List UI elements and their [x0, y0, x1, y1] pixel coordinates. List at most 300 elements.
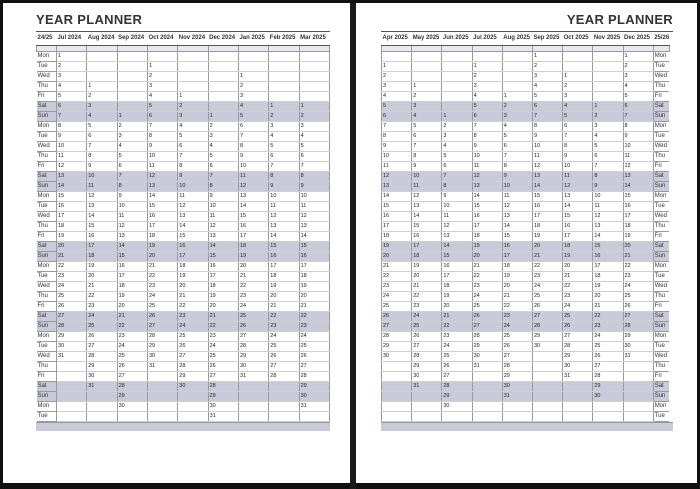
- day-cell: 19: [56, 232, 86, 242]
- week-row: [382, 152, 670, 162]
- month-header: Nov 2025: [593, 32, 623, 46]
- day-cell: 18: [56, 222, 86, 232]
- week-row: [382, 372, 670, 382]
- day-cell: [382, 402, 412, 412]
- day-cell: 22: [382, 272, 412, 282]
- day-cell: [299, 82, 329, 92]
- day-cell: 31: [502, 392, 532, 402]
- weekday-label: Wed: [653, 142, 669, 152]
- day-cell: 16: [623, 202, 653, 212]
- day-cell: 14: [382, 192, 412, 202]
- week-row: [382, 62, 670, 72]
- weekday-label: Tue: [37, 132, 57, 142]
- day-cell: [442, 92, 472, 102]
- day-cell: 3: [412, 102, 442, 112]
- day-cell: 8: [593, 172, 623, 182]
- day-cell: [502, 52, 532, 62]
- day-cell: 11: [147, 162, 177, 172]
- day-cell: [442, 412, 472, 422]
- day-cell: 24: [563, 302, 593, 312]
- day-cell: 21: [593, 302, 623, 312]
- month-header: Sep 2024: [117, 32, 147, 46]
- week-row: [382, 332, 670, 342]
- day-cell: 8: [563, 142, 593, 152]
- day-cell: 7: [178, 152, 208, 162]
- day-cell: 20: [472, 252, 502, 262]
- week-row: [382, 302, 670, 312]
- day-cell: 15: [532, 192, 562, 202]
- day-cell: 15: [382, 202, 412, 212]
- month-header: Aug 2025: [502, 32, 532, 46]
- day-cell: 30: [238, 362, 268, 372]
- day-cell: 23: [593, 322, 623, 332]
- month-header: Oct 2024: [147, 32, 177, 46]
- day-cell: 24: [238, 302, 268, 312]
- day-cell: 4: [238, 102, 268, 112]
- week-row: [382, 412, 670, 422]
- week-row: [382, 172, 670, 182]
- day-cell: [269, 402, 299, 412]
- day-cell: 11: [269, 202, 299, 212]
- day-cell: 18: [208, 282, 238, 292]
- day-cell: 28: [472, 332, 502, 342]
- day-cell: 26: [532, 302, 562, 312]
- day-cell: 17: [502, 252, 532, 262]
- day-cell: 3: [532, 72, 562, 82]
- day-cell: 29: [382, 342, 412, 352]
- day-cell: 22: [412, 292, 442, 302]
- week-row: [382, 342, 670, 352]
- day-cell: 8: [208, 182, 238, 192]
- day-cell: 8: [117, 182, 147, 192]
- day-cell: 5: [269, 142, 299, 152]
- week-row: [37, 312, 330, 322]
- week-row: [382, 312, 670, 322]
- day-cell: 19: [269, 282, 299, 292]
- day-cell: 27: [502, 352, 532, 362]
- day-cell: 1: [178, 92, 208, 102]
- day-cell: [442, 72, 472, 82]
- day-cell: 26: [117, 362, 147, 372]
- day-cell: 5: [238, 112, 268, 122]
- day-cell: 27: [269, 362, 299, 372]
- day-cell: 25: [593, 342, 623, 352]
- day-cell: 2: [382, 72, 412, 82]
- day-cell: 12: [472, 172, 502, 182]
- weekday-label: Thu: [653, 152, 669, 162]
- weekday-label: Wed: [653, 72, 669, 82]
- day-cell: [563, 52, 593, 62]
- day-cell: [147, 392, 177, 402]
- day-cell: [238, 392, 268, 402]
- day-cell: [412, 52, 442, 62]
- day-cell: 20: [502, 282, 532, 292]
- day-cell: 31: [56, 352, 86, 362]
- week-row: [382, 192, 670, 202]
- day-cell: [87, 392, 117, 402]
- day-cell: [623, 372, 653, 382]
- day-cell: [56, 372, 86, 382]
- day-cell: 28: [147, 332, 177, 342]
- day-cell: [208, 62, 238, 72]
- week-row: [37, 272, 330, 282]
- day-cell: 30: [56, 342, 86, 352]
- day-cell: 15: [593, 242, 623, 252]
- day-cell: 15: [238, 212, 268, 222]
- weekday-label: Mon: [37, 122, 57, 132]
- day-cell: 10: [593, 192, 623, 202]
- day-cell: [269, 92, 299, 102]
- day-cell: 20: [563, 262, 593, 272]
- day-cell: 24: [382, 292, 412, 302]
- day-cell: 1: [532, 52, 562, 62]
- day-cell: 27: [563, 332, 593, 342]
- day-cell: 26: [269, 352, 299, 362]
- day-cell: 12: [412, 192, 442, 202]
- day-cell: 7: [269, 162, 299, 172]
- day-cell: 4: [563, 102, 593, 112]
- day-cell: [502, 402, 532, 412]
- day-cell: 26: [563, 322, 593, 332]
- day-cell: 20: [178, 282, 208, 292]
- day-cell: 25: [208, 352, 238, 362]
- day-cell: 6: [117, 162, 147, 172]
- day-cell: [472, 382, 502, 392]
- day-cell: 16: [269, 252, 299, 262]
- day-cell: 29: [442, 392, 472, 402]
- day-cell: [472, 412, 502, 422]
- day-cell: 11: [593, 202, 623, 212]
- day-cell: 23: [532, 272, 562, 282]
- day-cell: 13: [502, 212, 532, 222]
- day-cell: 23: [238, 292, 268, 302]
- day-cell: [532, 412, 562, 422]
- day-cell: 4: [299, 132, 329, 142]
- weekday-label: Mon: [653, 52, 669, 62]
- weekday-label: Wed: [653, 212, 669, 222]
- day-cell: 19: [117, 292, 147, 302]
- week-row: [37, 212, 330, 222]
- day-cell: 8: [87, 152, 117, 162]
- day-cell: [382, 392, 412, 402]
- weekday-label: Fri: [37, 372, 57, 382]
- day-cell: 31: [238, 372, 268, 382]
- week-row: [37, 382, 330, 392]
- day-cell: 19: [532, 232, 562, 242]
- day-cell: 8: [623, 122, 653, 132]
- day-cell: [178, 62, 208, 72]
- day-cell: [208, 92, 238, 102]
- day-cell: 22: [87, 292, 117, 302]
- weekday-label: Sun: [37, 392, 57, 402]
- day-cell: 1: [147, 62, 177, 72]
- day-cell: 12: [117, 222, 147, 232]
- day-cell: 6: [502, 142, 532, 152]
- day-cell: [563, 402, 593, 412]
- day-cell: 23: [382, 282, 412, 292]
- weekday-label: Wed: [37, 282, 57, 292]
- day-cell: [593, 62, 623, 72]
- day-cell: 24: [269, 332, 299, 342]
- day-cell: [532, 382, 562, 392]
- day-cell: 28: [502, 362, 532, 372]
- day-cell: 7: [147, 122, 177, 132]
- day-cell: 18: [472, 232, 502, 242]
- right-page: [381, 9, 673, 431]
- day-cell: 27: [472, 322, 502, 332]
- day-cell: 8: [442, 182, 472, 192]
- day-cell: 9: [208, 192, 238, 202]
- day-cell: [117, 412, 147, 422]
- day-cell: 17: [87, 242, 117, 252]
- day-cell: 12: [593, 212, 623, 222]
- day-cell: [472, 372, 502, 382]
- day-cell: 8: [56, 122, 86, 132]
- month-header: Jul 2024: [56, 32, 86, 46]
- day-cell: 6: [269, 152, 299, 162]
- day-cell: 29: [87, 362, 117, 372]
- day-cell: 30: [593, 392, 623, 402]
- day-cell: 11: [623, 152, 653, 162]
- day-cell: 30: [442, 402, 472, 412]
- day-cell: 19: [382, 242, 412, 252]
- day-cell: 30: [147, 352, 177, 362]
- day-cell: 30: [382, 352, 412, 362]
- day-cell: 12: [269, 212, 299, 222]
- day-cell: 4: [208, 142, 238, 152]
- day-cell: 25: [238, 312, 268, 322]
- day-cell: 21: [623, 252, 653, 262]
- day-cell: 22: [472, 272, 502, 282]
- day-cell: 24: [56, 282, 86, 292]
- weekday-label: Sat: [653, 382, 669, 392]
- day-cell: 3: [147, 82, 177, 92]
- day-cell: 20: [532, 242, 562, 252]
- day-cell: 14: [147, 192, 177, 202]
- day-cell: 3: [56, 72, 86, 82]
- day-cell: 21: [502, 292, 532, 302]
- day-cell: 10: [208, 202, 238, 212]
- day-cell: 6: [442, 162, 472, 172]
- day-cell: 8: [238, 142, 268, 152]
- day-cell: 3: [87, 102, 117, 112]
- weekday-label: Mon: [37, 52, 57, 62]
- day-cell: 16: [87, 232, 117, 242]
- day-cell: [299, 92, 329, 102]
- day-cell: 26: [87, 332, 117, 342]
- day-cell: 22: [147, 272, 177, 282]
- day-cell: [87, 72, 117, 82]
- day-cell: [442, 82, 472, 92]
- day-cell: 10: [299, 192, 329, 202]
- weekday-label: Sun: [37, 112, 57, 122]
- day-cell: [593, 72, 623, 82]
- day-cell: 23: [442, 332, 472, 342]
- day-cell: 21: [117, 312, 147, 322]
- day-cell: 23: [56, 272, 86, 282]
- day-cell: 23: [472, 282, 502, 292]
- day-cell: 13: [269, 222, 299, 232]
- weekday-label: Thu: [653, 292, 669, 302]
- weekday-label: Mon: [37, 262, 57, 272]
- day-cell: [299, 72, 329, 82]
- day-cell: 17: [299, 262, 329, 272]
- day-cell: [147, 372, 177, 382]
- day-cell: 13: [87, 202, 117, 212]
- month-header: Jan 2025: [238, 32, 268, 46]
- day-cell: 18: [532, 222, 562, 232]
- day-cell: 2: [412, 92, 442, 102]
- day-cell: 30: [178, 382, 208, 392]
- day-cell: 11: [117, 212, 147, 222]
- day-cell: 10: [87, 172, 117, 182]
- month-header: Jul 2025: [472, 32, 502, 46]
- day-cell: 11: [382, 162, 412, 172]
- day-cell: 23: [412, 302, 442, 312]
- day-cell: 23: [208, 332, 238, 342]
- day-cell: 1: [117, 112, 147, 122]
- day-cell: 19: [208, 292, 238, 302]
- day-cell: 10: [502, 182, 532, 192]
- week-row: [382, 202, 670, 212]
- week-row: [37, 162, 330, 172]
- day-cell: 22: [238, 282, 268, 292]
- day-cell: 27: [208, 372, 238, 382]
- day-cell: [87, 402, 117, 412]
- day-cell: 13: [563, 192, 593, 202]
- day-cell: 21: [299, 302, 329, 312]
- day-cell: 13: [147, 182, 177, 192]
- week-row: [37, 282, 330, 292]
- day-cell: 31: [563, 372, 593, 382]
- day-cell: [269, 412, 299, 422]
- day-cell: [623, 392, 653, 402]
- day-cell: [208, 52, 238, 62]
- day-cell: 16: [593, 252, 623, 262]
- day-cell: 4: [269, 132, 299, 142]
- day-cell: 5: [412, 122, 442, 132]
- day-cell: 2: [442, 122, 472, 132]
- day-cell: 26: [623, 302, 653, 312]
- day-cell: 7: [56, 112, 86, 122]
- week-row: [382, 352, 670, 362]
- day-cell: 2: [87, 92, 117, 102]
- day-cell: [382, 412, 412, 422]
- day-cell: [238, 412, 268, 422]
- day-cell: 18: [412, 252, 442, 262]
- day-cell: [412, 402, 442, 412]
- day-cell: 15: [269, 242, 299, 252]
- day-cell: [208, 72, 238, 82]
- day-cell: 12: [442, 222, 472, 232]
- day-cell: 17: [472, 222, 502, 232]
- weekday-label: Thu: [37, 152, 57, 162]
- corner-label: 25/26: [653, 32, 669, 46]
- day-cell: 1: [238, 72, 268, 82]
- day-cell: 7: [238, 132, 268, 142]
- day-cell: 25: [472, 302, 502, 312]
- day-cell: 6: [238, 122, 268, 132]
- day-cell: 23: [269, 322, 299, 332]
- week-row: [37, 352, 330, 362]
- day-cell: 26: [502, 342, 532, 352]
- day-cell: 15: [563, 212, 593, 222]
- day-cell: 23: [502, 312, 532, 322]
- week-row: [382, 122, 670, 132]
- day-cell: 1: [208, 112, 238, 122]
- day-cell: 23: [623, 272, 653, 282]
- day-cell: 6: [563, 122, 593, 132]
- day-cell: 25: [117, 352, 147, 362]
- day-cell: [147, 402, 177, 412]
- weekday-label: Wed: [653, 352, 669, 362]
- day-cell: 25: [178, 332, 208, 342]
- week-row: [382, 402, 670, 412]
- day-cell: 10: [147, 152, 177, 162]
- day-cell: 13: [117, 232, 147, 242]
- day-cell: 3: [623, 72, 653, 82]
- day-cell: 6: [87, 132, 117, 142]
- month-header: Dec 2024: [208, 32, 238, 46]
- day-cell: 15: [472, 202, 502, 212]
- week-row: [382, 162, 670, 172]
- day-cell: [269, 82, 299, 92]
- day-cell: 10: [532, 142, 562, 152]
- day-cell: 4: [623, 82, 653, 92]
- weekday-label: Fri: [37, 92, 57, 102]
- day-cell: 14: [269, 232, 299, 242]
- day-cell: 25: [502, 332, 532, 342]
- day-cell: 6: [147, 112, 177, 122]
- day-cell: 3: [563, 92, 593, 102]
- day-cell: [442, 102, 472, 112]
- day-cell: 18: [623, 222, 653, 232]
- day-cell: 18: [382, 232, 412, 242]
- day-cell: 24: [87, 312, 117, 322]
- day-cell: 23: [147, 282, 177, 292]
- day-cell: 18: [502, 262, 532, 272]
- day-cell: 30: [87, 372, 117, 382]
- day-cell: 8: [532, 122, 562, 132]
- day-cell: [238, 62, 268, 72]
- day-cell: 24: [412, 312, 442, 322]
- day-cell: 2: [117, 122, 147, 132]
- day-cell: 27: [412, 342, 442, 352]
- day-cell: 9: [299, 182, 329, 192]
- planner-grid-left: [36, 32, 330, 422]
- day-cell: 18: [299, 272, 329, 282]
- day-cell: 14: [472, 192, 502, 202]
- day-cell: [56, 412, 86, 422]
- week-row: [37, 362, 330, 372]
- day-cell: 21: [382, 262, 412, 272]
- weekday-label: Sun: [37, 322, 57, 332]
- day-cell: 28: [299, 372, 329, 382]
- day-cell: 24: [593, 332, 623, 342]
- day-cell: 12: [56, 162, 86, 172]
- day-cell: 26: [442, 362, 472, 372]
- page-title-right: YEAR PLANNER: [381, 9, 673, 32]
- day-cell: 27: [117, 372, 147, 382]
- day-cell: [382, 52, 412, 62]
- day-cell: 24: [442, 342, 472, 352]
- day-cell: 15: [178, 232, 208, 242]
- day-cell: [382, 372, 412, 382]
- week-row: [37, 132, 330, 142]
- week-row: [37, 412, 330, 422]
- day-cell: 19: [238, 252, 268, 262]
- day-cell: 29: [178, 372, 208, 382]
